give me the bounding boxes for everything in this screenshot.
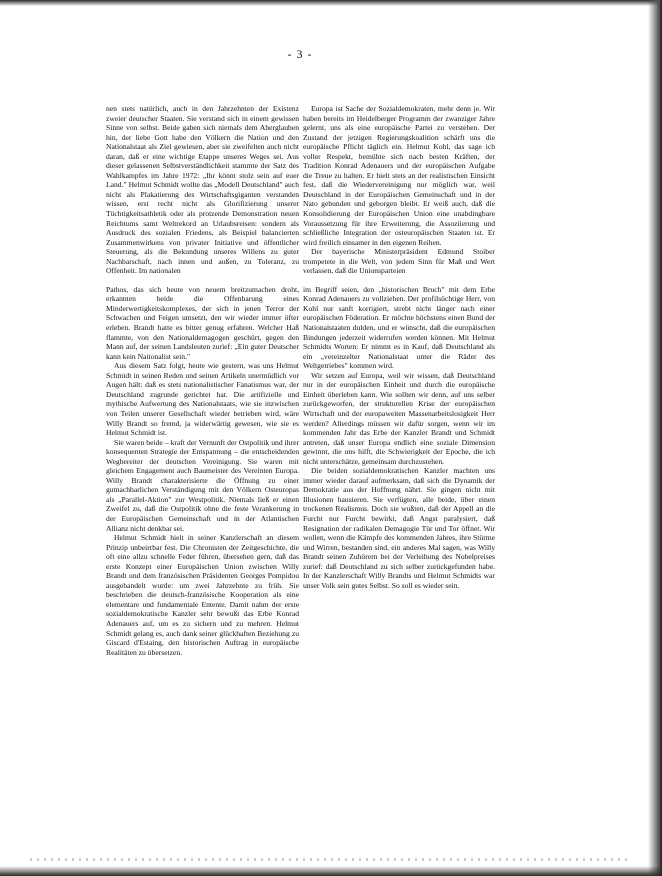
paragraph: Sie waren beide – kraft der Vernunft der Ostpolitik und ihrer konsequenten Strategie der Entspannung – die entscheidenden Wegbereiter der deutschen Vereinigung. Sie waren mit gleichem Engagement auch Baumeister des Vereinten Europa. Willy Brandt charakterisierte die Öffnung zu einer gutnachbarlichen Verständigung mit den Völkern Osteuropas als „Parallel-Aktion" zur Westpolitik. Niemals ließ er einen Zweifel zu, daß die Ostpolitik ohne die feste Verankerung in der Europäischen Gemeinschaft und in der Atlantischen Allianz nicht denkbar sei. bbox=[106, 437, 299, 533]
page-number: - 3 - bbox=[287, 47, 313, 61]
scan-edge-bottom bbox=[0, 866, 662, 876]
paragraph: Wir setzen auf Europa, weil wir wissen, daß Deutschland nur in der europäischen Einheit und durch die europäische Einheit überleben kann. Wie sollten wir denn, auf uns selber zurückgeworfen, der strukturellen Krise der europäischen Wirtschaft und der europaweiten Massenarbeitslosigkeit Herr werden? Allerdings müssen wir dafür sorgen, wenn wir im kommenden Jahr das Erbe der Kanzler Brandt und Schmidt antreten, daß unser Europa endlich eine soziale Dimension gewinnt, die uns hilft, die Schwierigkeit der Epoche, die ich nicht unterschätze, gemeinsam durchzustehen. bbox=[303, 370, 495, 466]
right-column bbox=[303, 104, 495, 590]
scan-noise bbox=[30, 858, 630, 861]
scan-edge-right bbox=[648, 0, 662, 876]
paragraph: Aus diesem Satz folgt, heute wie gestern, was uns Helmut Schmidt in seinen Reden und seinen Artikeln unermüdlich vor Augen hält: daß es stets nationalistischer Fanatismus war, der Deutschland zugrunde gerichtet hat. Die artifizielle und mythische Aufwertung des Nationalstaats, wie sie inzwischen von Teilen unserer Gesellschaft wieder betrieben wird, wäre Willy Brandt so fremd, ja widerwärtig gewesen, wie sie es Helmut Schmidt ist. bbox=[106, 361, 299, 438]
paragraph: Der bayerische Ministerpräsident Edmund Stoiber trompetete in die Welt, von jedem Sinn für Maß und Wert verlassen, daß die Unionsparteien bbox=[303, 247, 495, 276]
paragraph: nen stets natürlich, auch in den Jahrzehnten der Existenz zweier deutscher Staaten. Sie verstand sich in einem gewissen Sinne von selbst. Beide gaben sich niemals dem Aberglauben hin, der liebe Gott habe den Völkern die Nation und den Nationalstaat als Ziel gewiesen, aber sie zweifelten auch nicht daran, daß er eine wichtige Etappe unseres Weges sei. Aus dieser gelassenen Selbstverständlichkeit stammte der Satz des Wahlkampfes im Jahre 1972: „Ihr könnt stolz sein auf euer Land." Helmut Schmidt wollte das „Modell Deutschland" auch nicht als Plakatierung des Wirtschaftsgiganten verstanden wissen, erst recht nicht als Glorifizierung unserer Tüchtigkeitsathletik oder als protzende Demonstration neuen Reichtums samt Weltrekord an Urlaubsreisen: sondern als Ausdruck des sozialen Friedens, als Beispiel balancierten Zusammenwirkens von privater Initiative und öffentlicher Steuerung, als die Bekundung unseres Willens zu guter Nachbarschaft, nach innen und außen, zu Toleranz, zu Offenheit. Im nationalen bbox=[106, 104, 299, 276]
scan-edge-top bbox=[0, 0, 662, 6]
paragraph: Helmut Schmidt hielt in seiner Kanzlerschaft an diesem Prinzip unbeirrbar fest. Die Chronisten der Zeitgeschichte, die oft eine allzu schnelle Feder führen, übersehen gern, daß das erste Konzept einer Europäischen Union zwischen Willy Brandt und dem französischen Präsidenten Georges Pompidou ausgehandelt wurde: um zwei Jahrzehnte zu früh. Sie beschrieben die deutsch-französische Kooperation als eine elementare und fundamentale Entente. Damit nahm der erste sozialdemokratische Kanzler sehr bewußt das Erbe Konrad Adenauers auf, um es zu sichern und zu mehren. Helmut Schmidt gelang es, auch dank seiner glückhaften Beziehung zu Giscard d'Estaing, den historischen Auftrag in europäische Realitäten zu übersetzen. bbox=[106, 533, 299, 657]
paragraph: Europa ist Sache der Sozialdemokraten, mehr denn je. Wir haben bereits im Heidelberger Programm der zwanziger Jahre gelernt, uns als eine europäische Partei zu verstehen. Der Zustand der jetzigen Regierungskoalition schärft uns die europäische Pflicht täglich ein. Helmut Kohl, das sage ich voller Respekt, bemühte sich nach besten Kräften, der Tradition Konrad Adenauers und der europäischen Aufgabe die Treue zu halten. Er hielt stets an der realistischen Einsicht fest, daß die Wiedervereinigung nur möglich war, weil Deutschland in der Europäischen Gemeinschaft und in der Nato gebunden und geborgen bleibt. Er weiß auch, daß die Konsolidierung der Europäischen Union eine unabdingbare Voraussetzung für ihre Erweiterung, die Assoziierung und schließliche Integration der osteuropäischen Staaten ist. Er wird freilich einsamer in den eigenen Reihen. bbox=[303, 104, 495, 247]
paragraph: im Begriff seien, den „historischen Bruch" mit dem Erbe Konrad Adenauers zu vollziehen. Der profilsüchtige Herr, von Kohl nur sanft korrigiert, strebt nicht länger nach einer europäischen Föderation. Er möchte höchstens einen Bund der Nationalstaaten dulden, und er wünscht, daß die europäischen Bindungen jederzeit widerrufen werden können. Mit Helmut Schmidts Worten: Er nimmt es in Kauf, daß Deutschland als ein „vereinzelter Nationalstaat unter die Räder des Weltgetriebes" kommen wird. bbox=[303, 284, 495, 371]
paragraph: Pathos, das sich heute von neuem breitzumachen droht, erkannten beide die Offenbarung eines Minderwertigkeitskomplexes, der sich in jenen Terror der Schwachen und Feigen umsetzt, den wir wieder immer öfter erleben. Brandt hatte es bitter genug erfahren. Welcher Haß flammte, von den Nationaldemagogen geschürt, gegen den Mann auf, der seinen Landsleuten zurief: „Ein guter Deutscher kann kein Nationalist sein." bbox=[106, 284, 299, 361]
left-column bbox=[106, 104, 299, 657]
paragraph: Die beiden sozialdemokratischen Kanzler machten uns immer wieder darauf aufmerksam, daß sich die Dynamik der Demokratie aus der Hoffnung nährt. Sie gingen nicht mit Illusionen hausieren. Sie verfügten, alle beide, über einen trockenen Realismus. Doch sie wußten, daß der Appell an die Furcht nur Furcht bewirkt, daß Angst paralysiert, daß Resignation der radikalen Demagogie Tür und Tor öffnet. Wir wollen, wenn die Kämpfe des kommenden Jahres, ihre Stürme und Wirren, bestanden sind, ein anderes Mal sagen, was Willy Brandt seinen Zuhörern bei der Verleihung des Nobelpreises zurief: daß Deutschland zu sich selber zurückgefunden habe. In der Kanzlerschaft Willy Brandts und Helmut Schmidts war unser Volk sein gutes Selbst. So soll es wieder sein. bbox=[303, 466, 495, 590]
